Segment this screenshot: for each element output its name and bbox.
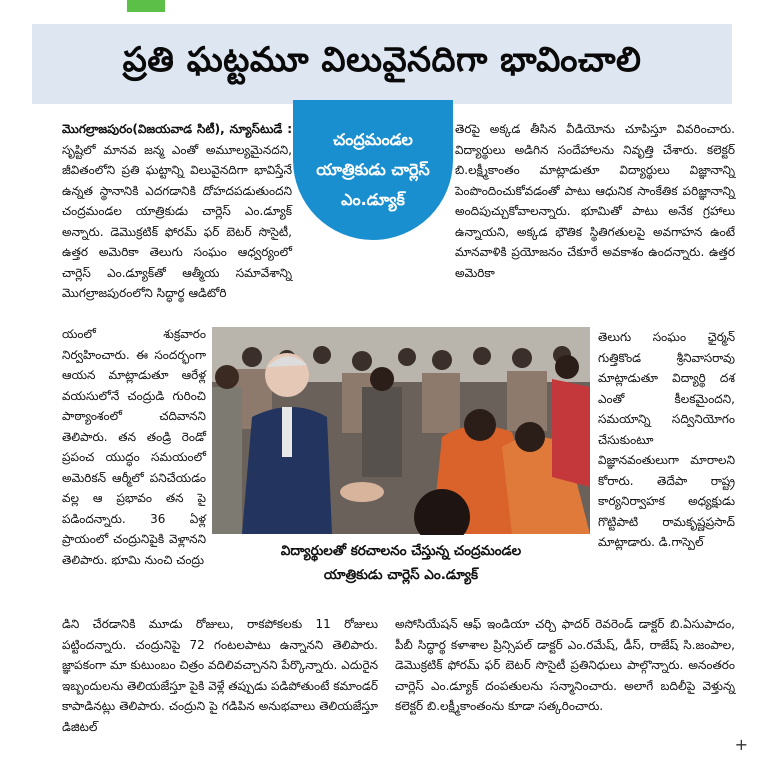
article-text: అసోసియేషన్ ఆఫ్ ఇండియా చర్చి ఫాదర్ రెవరెండ్ డాక్టర్ బి.ఏసుపాదం, పీబీ సిద్ధార్థ కళాశాల ప్రిన్సిపల్ డాక్టర్ ఎం.రమేష్, డీస్, రాజేష్ సి.జంపాల, డెమొక్రటిక్ ఫోరమ్ ఫర్ బెటర్ సొసైటీ ప్రతినిధులు పాల్గొన్నారు. అనంతరం చార్లెస్ ఎం.డ్యూక్ దంపతులను సన్మానించారు. అలాగే బదిలీపై వెళ్తున్న కలెక్టర్ బి.లక్ష్మీకాంతంను కూడా సత్కరించారు.: [395, 617, 735, 713]
callout-line: యాత్రికుడు చార్లెస్: [316, 160, 430, 179]
article-text: తెరపై అక్కడ తీసిన వీడియోను చూపిస్తూ వివరించారు. విద్యార్థులు అడిగిన సందేహాలను నివృత్తి చేశారు. కలెక్టర్ బి.లక్ష్మీకాంతం మాట్లాడుతూ విద్యార్థులు విజ్ఞానాన్ని పెంపొందించుకోవడంతో పాటు ఆధునిక సాంకేతిక పరిజ్ఞానాన్ని అందిపుచ్చుకోవాలన్నారు. భూమితో పాటు అనేక గ్రహాలు ఉన్నాయని, అక్కడ భౌతిక స్థితిగతులపై అవగాహన ఉంటే మానవాళికి ప్రయోజనం చేకూరే అవకాశం ఉందన్నారు. ఉత్తర అమెరికా: [455, 122, 735, 280]
caption-line: యాత్రికుడు చార్లెస్ ఎం.డ్యూక్: [323, 567, 479, 583]
callout-line: చంద్రమండల: [333, 130, 413, 149]
column-1-top: [62, 119, 292, 304]
column-1-bottom: [62, 614, 378, 744]
news-photo: [212, 327, 590, 534]
headline-banner: [32, 24, 732, 104]
article-text: యంలో శుక్రవారం నిర్వహించారు. ఈ సందర్భంగా ఆయన మాట్లాడుతూ ఆరేళ్ల వయసులోనే చంద్రుడి గురించి పాఠ్యాంశంలో చదివానని తెలిపారు. తన తండ్రి రెండో ప్రపంచ యుద్ధం సమయంలో అమెరికన్ ఆర్మీలో పనిచేయడం వల్ల ఆ ప్రభావం తన పై పడిందన్నారు. 36 ఏళ్ల ప్రాయంలో చంద్రునిపైకి వెళ్లానని తెలిపారు. భూమి నుంచి చంద్రు: [62, 327, 206, 567]
photo-caption: [212, 535, 590, 590]
crop-mark-icon: +: [734, 735, 748, 754]
article-text: సృష్టిలో మానవ జన్మ ఎంతో అమూల్యమైనదని, జీవితంలోని ప్రతి ఘట్టాన్ని విలువైనదిగా భావిస్తేనే ఉన్నత స్థానానికి ఎదగడానికి దోహదపడుతుందని చంద్రమండల యాత్రికుడు చార్లెస్ ఎం.డ్యూక్ అన్నారు. డెమొక్రటిక్ ఫోరమ్ ఫర్ బెటర్ సొసైటీ, ఉత్తర అమెరికా తెలుగు సంఘం ఆధ్వర్యంలో చార్లెస్ ఎం.డ్యూక్‌తో ఆత్మీయ సమావేశాన్ని మొగల్రాజపురంలోని సిద్ధార్థ ఆడిటోరి: [62, 142, 292, 300]
caption-line: విద్యార్థులతో కరచాలనం చేస్తున్న చంద్రమండల: [280, 543, 522, 559]
column-2-top: [455, 119, 735, 280]
article-text: డిని చేరడానికి మూడు రోజులు, రాకపోకలకు 11 రోజులు పట్టిందన్నారు. చంద్రునిపై 72 గంటలపాటు ఉన్నానని తెలిపారు. జ్ఞాపకంగా మా కుటుంబం చిత్రం వదిలివచ్చానని పేర్కొన్నారు. ఎదురైన ఇబ్బందులను తెలియజేస్తూ పైకి వెళ్లే తప్పుడు పడిపోతుంటే కమాండర్ కాపాడినట్లు తెలిపారు. చంద్రుని పై గడిపిన అనుభవాలు తెలియజేస్తూ డిజిటల్: [62, 617, 378, 734]
article-text: తెలుగు సంఘం ఛైర్మన్ గుత్తికొండ శ్రీనివాసరావు మాట్లాడుతూ విద్యార్థి దశ ఎంతో కీలకమైందని, సమయాన్ని సద్వినియోగం చేసుకుంటూ విజ్ఞానవంతులుగా మారాలని కోరారు. తెదేపా రాష్ట్ర కార్యనిర్వాహక అధ్యక్షుడు గొట్టిపాటి రామకృష్ణప్రసాద్ మాట్లాడారు. డి.గాస్పెల్: [598, 330, 735, 549]
dateline: మొగల్రాజపురం(విజయవాడ సిటీ), న్యూస్‌టుడే :: [62, 122, 292, 136]
callout-circle: [293, 100, 453, 240]
section-tab-marker: [127, 0, 165, 12]
column-2-bottom: [395, 614, 735, 744]
callout-line: ఎం.డ్యూక్: [341, 190, 405, 209]
headline: ప్రతి ఘట్టమూ విలువైనదిగా భావించాలి: [122, 40, 642, 80]
photo-illustration: [212, 327, 590, 534]
column-2-narrow: [598, 327, 735, 612]
column-1-narrow: [62, 324, 206, 612]
